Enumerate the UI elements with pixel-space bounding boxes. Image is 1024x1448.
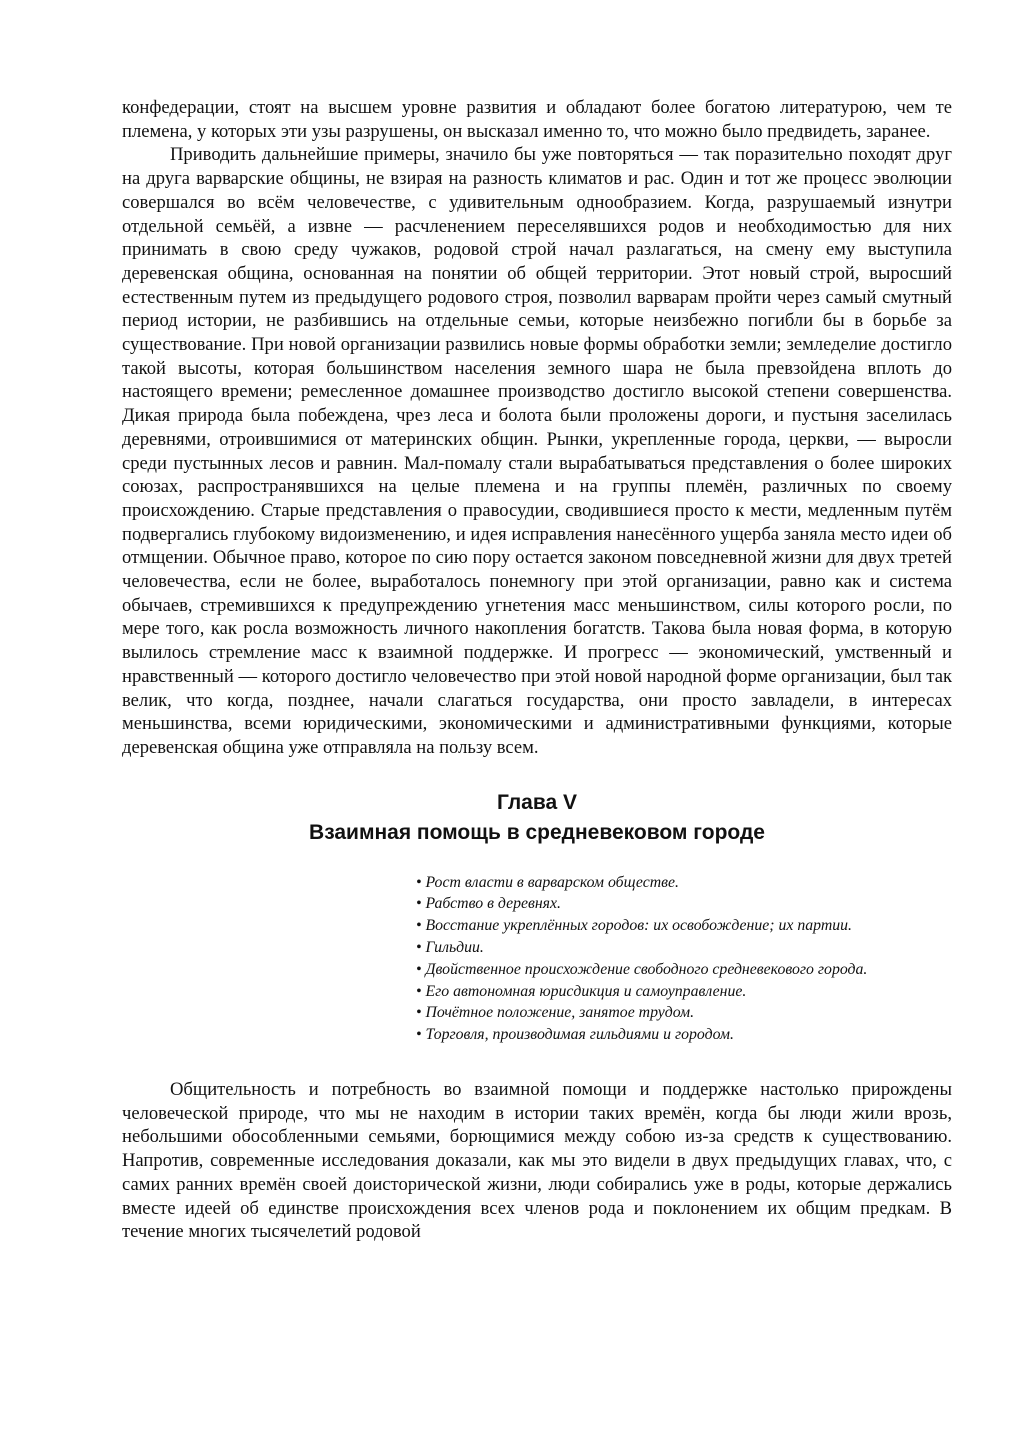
- summary-item: • Гильдии.: [416, 939, 484, 957]
- summary-item: • Его автономная юрисдикция и самоуправление.: [416, 982, 747, 1000]
- document-page: [122, 96, 952, 1244]
- paragraph-sociability: Общительность и потребность во взаимной помощи и поддержке настолько прирождены человеческой природе, что мы не находим в истории таких времён, когда бы люди жили врозь, небольшими обособленными семьями, борющимися между собою из-за средств к существованию. Напротив, современные исследования доказали, как мы это видели в двух предыдущих главах, что, с самих ранних времён своей доисторической жизни, люди собирались уже в роды, которые держались вместе идеей об единстве происхождения всех членов рода и поклонением их общим предкам. В течение многих тысячелетий родовой: [122, 1079, 952, 1243]
- spacer: [122, 1046, 952, 1078]
- summary-item: • Почётное положение, занятое трудом.: [416, 1004, 695, 1022]
- summary-item: • Рост власти в варварском обществе.: [416, 873, 679, 891]
- chapter-summary-list: [380, 872, 952, 1046]
- summary-item: • Двойственное происхождение свободного средневекового города.: [416, 960, 868, 978]
- chapter-heading: [122, 788, 952, 848]
- summary-item: • Восстание укреплённых городов: их освобождение; их партии.: [416, 917, 852, 935]
- summary-item: • Торговля, производимая гильдиями и городом.: [416, 1026, 734, 1044]
- chapter-number: Глава V: [496, 790, 578, 814]
- paragraph-village-community: Приводить дальнейшие примеры, значило бы уже повторяться — так поразительно походят друг на друга варварские общины, не взирая на разность климатов и рас. Один и тот же процесс эволюции совершался во всём человечестве, с удивительным однообразием. Когда, разрушаемый изнутри отдельной семьёй, а извне — расчленением переселявшихся родов и необходимостью для них принимать в свою среду чужаков, родовой строй начал разлагаться, на смену ему выступила деревенская община, основанная на понятии об общей территории. Этот новый строй, выросший естественным путем из предыдущего родового строя, позволил варварам пройти через самый смутный период истории, не разбившись на отдельные семьи, которые неизбежно погибли бы в борьбе за существование. При новой организации развились новые формы обработки земли; земледелие достигло такой высоты, которая большинством населения земного шара не была превзойдена вплоть до настоящего времени; ремесленное домашнее производство достигло высокой степени совершенства. Дикая природа была побеждена, чрез леса и болота были проложены дороги, и пустыня заселилась деревнями, отроившимися от материнских общин. Рынки, укрепленные города, церкви, — выросли среди пустынных лесов и равнин. Мал-помалу стали вырабатываться представления о более широких союзах, распространявшихся на целые племена и на группы племён, различных по своему происхождению. Старые представления о правосудии, сводившиеся просто к мести, медленным путём подвергались глубокому видоизменению, и идея исправления нанесённого ущерба заняла место идеи об отмщении. Обычное право, которое по сию пору остается законом повседневной жизни для двух третей человечества, если не более, выработалось понемногу при этой организации, равно как и система обычаев, стремившихся к предупреждению угнетения масс меньшинством, силы которого росли, по мере того, как росла возможность личного накопления богатств. Такова была новая форма, в которую вылилось стремление масс к взаимной поддержке. И прогресс — экономический, умственный и нравственный — которого достигло человечество при этой новой народной форме организации, был так велик, что когда, позднее, начали слагаться государства, они просто завладели, в интересах меньшинства, всеми юридическими, экономическими и административными функциями, которые деревенская община уже отправляла на пользу всем.: [122, 144, 952, 758]
- chapter-title: Взаимная помощь в средневековом городе: [309, 820, 765, 844]
- paragraph-continuation: конфедерации, стоят на высшем уровне развития и обладают более богатою литературою, чем те племена, у которых эти узы разрушены, он высказал именно то, что можно было предвидеть, заранее.: [122, 97, 952, 142]
- summary-item: • Рабство в деревнях.: [416, 895, 561, 913]
